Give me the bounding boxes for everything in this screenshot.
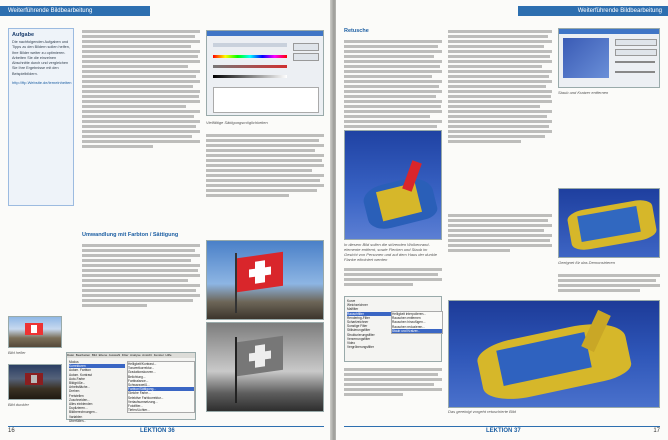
submenu-item[interactable]: Schwarzweiß... — [128, 383, 150, 388]
infobox-body: Die nachfolgenden Aufgaben und Tipps zu den Bildern sollen helfen, Ihre Bilder weiter zu optimieren. Arbeiten Sie die einzelnen Abschnitte durch und vergleichen Sie Ihre Ergebnisse mit den Beispielbildern. — [12, 40, 70, 76]
menu-item[interactable]: Alles einblenden — [69, 402, 93, 407]
submenu-item[interactable]: Farbbalance... — [128, 378, 149, 383]
submenu-item[interactable]: Tiefen/Lichter... — [128, 408, 150, 413]
submenu-item[interactable]: Selektive Farbkorrektur... — [128, 395, 164, 400]
filter-menu-list — [347, 299, 391, 349]
section-heading-retusche: Retusche — [344, 28, 369, 34]
final-retouched-photo — [448, 300, 660, 408]
submenu-item[interactable]: Verlaufsumsetzung... — [128, 399, 158, 404]
menu-item[interactable]: Variablen — [69, 414, 83, 419]
menu-item-noise-filter[interactable]: Rauschfilter — [347, 312, 391, 316]
menubar-item-fenster[interactable]: Fenster — [153, 353, 164, 357]
final-caption: Das gereinigt vorgeht retuschierte Bild — [448, 409, 516, 414]
menu-item[interactable]: Drehen — [69, 389, 80, 394]
left-body-column-1-lower — [82, 242, 200, 342]
menubar-item-filter[interactable]: Filter — [121, 353, 129, 357]
menu-item-korrekturen[interactable]: Korrekturen — [69, 364, 125, 368]
infobox-link[interactable]: http://ftp.Website.de/lerneinheiten — [12, 80, 72, 86]
dark-caption: Bild dunkler — [8, 402, 29, 407]
menubar-item-analyse[interactable]: Analyse — [129, 353, 141, 357]
menu-item[interactable]: Video — [347, 341, 356, 346]
menu-item[interactable]: Stilisierungsfilter — [347, 328, 371, 333]
flag-crop-caption: Geeignet für das Demonstrieren — [558, 260, 615, 265]
submenu-item-dust-scratches[interactable]: Staub und Kratzer... — [392, 329, 442, 333]
menubar-item-ansicht[interactable]: Ansicht — [142, 353, 153, 357]
menu-bar — [67, 353, 195, 358]
menubar-item-datei[interactable]: Datei — [67, 353, 75, 357]
bright-image-thumbnail — [8, 316, 62, 348]
menubar-item-auswahl[interactable]: Auswahl — [108, 353, 121, 357]
submenu-item[interactable]: Rauschen reduzieren... — [392, 324, 425, 329]
submenu-item[interactable]: Helligkeit interpolieren... — [392, 312, 427, 316]
flag-crop-photo — [558, 188, 660, 258]
bright-caption: Bild heller — [8, 350, 26, 355]
submenu-item[interactable]: Helligkeit/Kontrast... — [128, 362, 157, 366]
submenu-item[interactable]: Rauschen entfernen — [392, 316, 421, 321]
submenu-item[interactable]: Tonwertkorrektur... — [128, 366, 155, 371]
flag-sky-photo — [344, 130, 442, 240]
section-heading-hue: Umwandlung mit Farbton / Sättigung — [82, 232, 179, 238]
menu-item[interactable]: Autom. Farbton — [69, 368, 91, 373]
right-footer-lesson: LEKTION 37 — [486, 428, 521, 434]
menu-item[interactable]: Zuschneiden... — [69, 397, 90, 402]
menubar-item-ebene[interactable]: Ebene — [98, 353, 108, 357]
menubar-item-bearbeiten[interactable]: Bearbeiten — [75, 353, 91, 357]
menu-item[interactable]: Überfüllen... — [69, 418, 87, 423]
left-body-column-1 — [82, 28, 200, 228]
menu-item[interactable]: Malfilter — [347, 307, 359, 312]
left-page-number: 16 — [8, 428, 15, 434]
menu-item[interactable]: Autom. Kontrast — [69, 372, 92, 377]
menu-item[interactable]: Duplizieren... — [69, 406, 88, 411]
menu-item[interactable]: Vergröberungsfilter — [347, 345, 374, 350]
right-body-column-1-bottom — [344, 366, 442, 418]
image-menu-list — [69, 360, 125, 423]
task-infobox — [8, 28, 74, 206]
hue-saturation-dialog-screenshot — [206, 30, 324, 116]
left-running-header: Weiterführende Bildbearbeitung — [0, 6, 150, 16]
dark-image-thumbnail — [8, 364, 62, 400]
menu-item[interactable]: Weichzeichner — [347, 303, 368, 308]
menubar-item-bild[interactable]: Bild — [91, 353, 97, 357]
submenu-item[interactable]: Fotofilter... — [128, 404, 143, 409]
submenu-item[interactable]: Gradationskurven... — [128, 370, 156, 375]
dialog-caption: Vielfältige Sättigungsmöglichkeiten — [206, 120, 268, 125]
menu-item[interactable]: Strukturierungsfilter — [347, 332, 375, 337]
right-body-column-2 — [448, 28, 552, 208]
filter-menu-screenshot — [344, 296, 442, 362]
tool-panel-caption: Staub und Kratzer entfernen — [558, 90, 609, 95]
right-running-header: Weiterführende Bildbearbeitung — [518, 6, 668, 16]
left-footer-lesson: LEKTION 36 — [140, 428, 175, 434]
flag-sky-caption: In diesem Bild sollen die störenden Wolkenrand-elemente entfernt, sowie Flecken und Staub im Gesicht von Personen und auf dem Haus der dunkle Flanke eliminiert werden — [344, 242, 437, 262]
menu-item[interactable]: Arbeitsfläche... — [69, 385, 91, 390]
left-page — [0, 0, 332, 440]
menu-item[interactable]: Freistellen — [69, 393, 84, 398]
submenu-item[interactable]: Rauschen hinzufügen... — [392, 320, 426, 325]
menubar-item-hilfe[interactable]: Hilfe — [165, 353, 172, 357]
menu-item[interactable]: Bildberechnungen... — [69, 410, 98, 415]
menu-item[interactable]: Sonstige Filter — [347, 324, 368, 329]
submenu-item[interactable]: Belichtung... — [128, 374, 146, 379]
left-body-column-2 — [206, 132, 324, 228]
submenu-item[interactable]: Gleiche Farbe... — [128, 391, 151, 396]
menu-item[interactable]: Verzerrungsfilter — [347, 336, 371, 341]
menu-item[interactable]: Modus — [69, 360, 79, 364]
noise-submenu — [391, 311, 443, 334]
menu-item[interactable]: Auto-Farbe — [69, 376, 85, 381]
dust-scratches-tool-screenshot — [558, 28, 660, 88]
infobox-title: Aufgabe — [12, 32, 34, 38]
menu-item[interactable]: Kurve — [347, 299, 356, 303]
right-page-number: 17 — [653, 428, 660, 434]
menu-item[interactable]: Bildgröße... — [69, 381, 86, 386]
swiss-flag-color-photo — [206, 240, 324, 320]
adjustments-submenu — [127, 361, 195, 413]
menu-item[interactable]: Scharfzeichner — [347, 320, 369, 325]
menu-item[interactable]: Rendering-Filter — [347, 315, 370, 320]
submenu-item-hue-saturation[interactable]: Farbton/Sättigung... — [128, 387, 194, 391]
swiss-flag-grayscale-photo — [206, 322, 324, 412]
right-page — [336, 0, 668, 440]
image-menu-screenshot — [66, 352, 196, 423]
right-body-column-2-lower — [448, 212, 552, 292]
